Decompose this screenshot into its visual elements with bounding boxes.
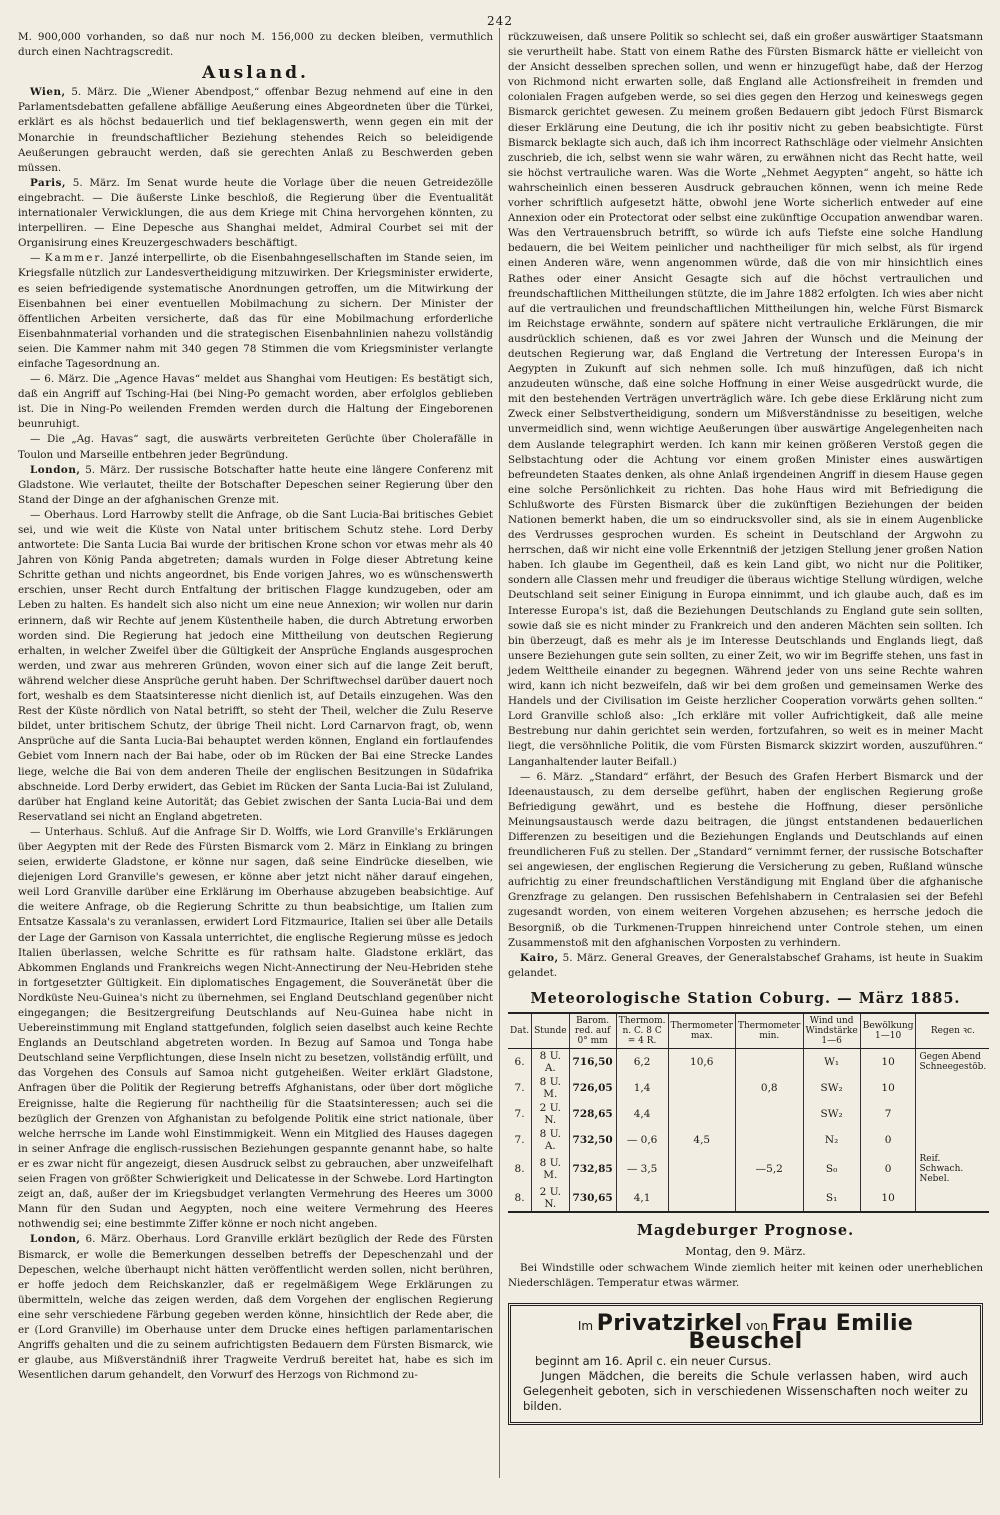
- weather-row: [508, 1049, 989, 1076]
- weather-cell: 8 U. M.: [532, 1075, 569, 1101]
- ad-line-1: beginnt am 16. April c. ein neuer Cursus.: [535, 1354, 772, 1369]
- weather-cell: 2 U. N.: [532, 1101, 569, 1127]
- weather-cell: [668, 1101, 736, 1127]
- weather-cell: [736, 1127, 804, 1153]
- column-divider: [499, 28, 500, 1478]
- weather-cell: [736, 1101, 804, 1127]
- section-title-ausland: Ausland.: [202, 63, 309, 84]
- weather-cell: 7: [860, 1101, 916, 1127]
- weather-cell: Reif. Schwach. Nebel.: [916, 1153, 989, 1185]
- prognose-text: Bei Windstille oder schwachem Winde ziemlich heiter mit keinen oder unerheblichen Niederschlägen. Temperatur etwas wärmer.: [508, 1262, 983, 1290]
- ad-von: von: [745, 1319, 769, 1334]
- weather-cell: S₀: [803, 1153, 860, 1185]
- weather-cell: [916, 1075, 989, 1101]
- weather-cell: 4,4: [616, 1101, 668, 1127]
- weather-cell: [916, 1127, 989, 1153]
- weather-cell: 7.: [514, 1134, 525, 1146]
- ad-line-2: Jungen Mädchen, die bereits die Schule verlassen haben, wird auch Gelegenheit geboten, sich in verschiedenen Wissenschaften noch weiter zu bilden.: [523, 1369, 968, 1414]
- havas-paragraph-1: — 6. März. Die „Agence Havas“ meldet aus Shanghai vom Heutigen: Es bestätigt sich, daß ein Angriff auf Tsching-Hai (bei Ning-Po gemacht worden, aber erfolglos geblieben ist. Die in Ning-Po weilenden Fremden werden durch die Haltung der Eingeborenen beunruhigt.: [18, 373, 493, 431]
- weather-title: Meteorologische Station Coburg. — März 1885.: [530, 989, 961, 1007]
- ad-name: Frau Emilie Beuschel: [688, 1311, 914, 1355]
- kairo-paragraph: [508, 951, 983, 981]
- weather-cell: 6,2: [616, 1049, 668, 1076]
- weather-header-cell: Thermometer max.: [668, 1013, 736, 1049]
- weather-cell: 8 U. A.: [532, 1049, 569, 1076]
- weather-cell: — 0,6: [616, 1127, 668, 1153]
- weather-cell: SW₂: [803, 1075, 860, 1101]
- weather-cell: [668, 1075, 736, 1101]
- paris-paragraph: [18, 176, 493, 251]
- weather-cell: [668, 1185, 736, 1212]
- page-number: 242: [487, 14, 513, 28]
- havas-paragraph-2: — Die „Ag. Havas“ sagt, die auswärts verbreiteten Gerüchte über Cholerafälle in Toulon und Marseille entbehren jeder Begründung.: [18, 433, 493, 461]
- weather-header-cell: Bewölkung 1—10: [860, 1013, 916, 1049]
- kairo-text: 5. März. General Greaves, der Generalstabschef Grahams, ist heute in Suakim gelandet.: [508, 951, 983, 979]
- ad-im: Im: [577, 1319, 594, 1334]
- weather-table: [508, 1012, 989, 1213]
- london-paragraph: [18, 463, 493, 508]
- kammer-paragraph: — Kammer. Janzé interpellirte, ob die Eisenbahngesellschaften im Stande seien, im Kriegsfalle nützlich zur Landesvertheidigung mitzuwirken. Der Kriegsminister erwiderte, es seien befriedigende systematische Anordnungen getroffen, um die Mitwirkung der Eisenbahnen bei einer eventuellen Mobilmachung zu sichern. Der Minister der öffentlichen Arbeiten versicherte, daß das für eine Mobilmachung erforderliche Eisenbahnmaterial vorhanden und die strategischen Eisenbahnlinien nahezu vollständig seien. Die Kammer nahm mit 340 gegen 78 Stimmen die vom Kriegsminister verlangte einfache Tagesordnung an.: [18, 252, 493, 370]
- weather-table-header: [508, 1013, 989, 1049]
- weather-cell: 4,1: [616, 1185, 668, 1212]
- granville-continued: rückzuweisen, daß unsere Politik so schlecht sei, daß ein großer auswärtiger Staatsmann sie verurtheilt habe. Statt von einem Rathe des Fürsten Bismarck hätte er vielleicht von der Ansicht desselben sprechen sollen, und wenn er hinzugefügt habe, daß der Herzog von Richmond nicht erwarten solle, daß England alle Actionsfreiheit in fremden und colonialen Fragen aufgeben werde, so sei dies gegen den Herzog und keineswegs gegen Bismarck gerichtet gewesen. Zu meinem großen Bedauern gibt jedoch Fürst Bismarck dieser Erklärung eine Deutung, die ich ihr positiv nicht zu geben beabsichtigte. Fürst Bismarck beklagte sich auch, daß ich ihm incorrect Rathschläge oder vielmehr Ansichten zuschrieb, die ich, selbst wenn sie wahr wären, zu erwähnen nicht das Recht hatte, weil sie höchst vertrauliche waren. Was die Worte „Nehmet Aegypten“ angeht, so hätte ich wahrscheinlich einen besseren Ausdruck gebrauchen können, wenn ich meine Rede vorher schriftlich aufgesetzt hätte, obwohl jene Worte sicherlich entweder auf eine Annexion oder ein Protectorat oder selbst eine zukünftige Occupation anwendbar waren. Was den Vertrauensbruch betrifft, so würde ich aufs Tiefste eine solche Handlung bedauern, die bei Weitem peinlicher und nachtheiliger für mich selbst, als für irgend einen Anderen wäre, wenn angenommen würde, daß die von mir hinsichtlich eines Rathes oder einer Ansicht Gesagte sich auf die höchst vertraulichen und freundschaftlichen Mittheilungen stützte, die im Jahre 1882 erfolgten. Ich wies aber nicht auf die vertraulichen und freundschaftlichen Mittheilungen hin, welche Fürst Bismarck im Reichstage erwähnte, sondern auf spätere nicht vertrauliche Erklärungen, die mir ausdrücklich schienen, daß es vor zwei Jahren der Wunsch und die Meinung der deutschen Regierung war, daß England die Vertretung der Interessen Europa's in Aegypten in Zukunft auf sich nehmen solle. Ich muß hinzufügen, daß ich nicht anzudeuten wünsche, daß eine solche Hoffnung in einer Weise ausgedrückt wurde, die mit den bestehenden Verträgen unverträglich wäre. Ich gebe diese Erklärung nicht zum Zweck einer Selbstvertheidigung, sondern um Mißverständnisse zu beseitigen, welche unvermeidlich sind, wenn wichtige Aeußerungen über auswärtige Angelegenheiten nach dem Auslande telegraphirt werden. Ich kann mir keinen größeren Verstoß gegen die Selbstachtung oder die Achtung vor einem großen Minister eines auswärtigen befreundeten Staates denken, als ohne Anlaß irgendeinen Angriff in diesem Hause gegen eine solche Persönlichkeit zu richten. Das hohe Haus wird mit Befriedigung die Schlußworte des Fürsten Bismarck über die zukünftigen Beziehungen der beiden Nationen bemerkt haben, die um so eindrucksvoller sind, als sie in einem Augenblicke des Verdrusses gesprochen wurden. Es scheint in Deutschland der Argwohn zu herrschen, daß wir nicht eine volle Erkenntniß der jetzigen Stellung jener großen Nation haben. Ich glaube im Gegentheil, daß es kein Land gibt, wo nicht nur die Politiker, sondern alle Classen mehr und freudiger die überaus wichtige Stellung würdigen, welche Deutschland seit seiner Einigung in Europa einnimmt, und ich glaube auch, daß es im Interesse Europa's ist, daß die Beziehungen Deutschlands zu England gute sein sollten, sowie daß sie es nicht minder zu Frankreich und den anderen Mächten sein sollten. Ich bin überzeugt, daß es mehr als je im Interesse Deutschlands und Englands liegt, daß unsere Beziehungen gute sein sollten, zu einer Zeit, wo wir im Begriffe stehen, uns fast in jedem Welttheile einander zu begegnen. Während jeder von uns seine Rechte wahren wird, kann ich nicht bezweifeln, daß wir bei dem großen und gemeinsamen Werke des Handels und der Civilisation im Geiste herzlicher Cooperation vorwärts gehen sollten.“ Lord Granville schloß also: „Ich erkläre mit voller Aufrichtigkeit, daß alle meine Bestrebung nur dahin gerichtet sein werden, fortzufahren, so weit es in meiner Macht liegt, die versöhnliche Politik, die vom Fürsten Bismarck skizzirt worden, auszuführen.“ Langanhaltender lauter Beifall.): [508, 31, 983, 768]
- weather-header-cell: Wind und Windstärke 1—6: [803, 1013, 860, 1049]
- weather-cell: Gegen Abend Schneegestöb.: [916, 1049, 989, 1076]
- weather-cell: — 3,5: [616, 1153, 668, 1185]
- prognose-date: Montag, den 9. März.: [685, 1245, 806, 1259]
- weather-cell: 732,85: [569, 1153, 616, 1185]
- weather-cell: 0: [860, 1153, 916, 1185]
- weather-cell: 2 U. N.: [532, 1185, 569, 1212]
- weather-table-body: [508, 1049, 989, 1213]
- weather-header-cell: Thermometer min.: [736, 1013, 804, 1049]
- weather-cell: 0: [860, 1127, 916, 1153]
- weather-cell: [916, 1185, 989, 1212]
- weather-cell: 8 U. A.: [532, 1127, 569, 1153]
- wien-text: 5. März. Die „Wiener Abendpost,“ offenbar Bezug nehmend auf eine in den Parlamentsdebatten gefallene abfällige Aeußerung eines Abgeordneten über die Türkei, erklärt es als höchst bedauerlich und tief beklagenswerth, wenn gegen ein mit der Monarchie in freundschaftlicher Beziehung stehendes Reich so beleidigende Aeußerungen gebraucht werden, daß sie gerechten Anlaß zu Beschwerden geben müssen.: [18, 86, 493, 174]
- london2-paragraph: [18, 1232, 493, 1383]
- weather-cell: 7.: [514, 1082, 525, 1094]
- weather-header-cell: Thermom. n. C. 8 C = 4 R.: [616, 1013, 668, 1049]
- weather-header-cell: Dat.: [508, 1013, 532, 1049]
- weather-row: [508, 1185, 989, 1212]
- weather-row: [508, 1127, 989, 1153]
- dateline-paris: Paris,: [30, 176, 67, 189]
- wien-paragraph: [18, 85, 493, 176]
- weather-row: [508, 1153, 989, 1185]
- weather-cell: 7.: [514, 1108, 525, 1120]
- weather-cell: 0,8: [736, 1075, 804, 1101]
- weather-cell: [736, 1049, 804, 1076]
- weather-cell: S₁: [803, 1185, 860, 1212]
- weather-header-cell: Regen ꝛc.: [916, 1013, 989, 1049]
- ad-privatzirkel: Privatzirkel: [596, 1311, 743, 1337]
- dateline-kairo: Kairo,: [520, 951, 559, 964]
- paris-text: 5. März. Im Senat wurde heute die Vorlage über die neuen Getreidezölle eingebracht. — Die äußerste Linke beschloß, die Regierung über die Eventualität internationaler Verwicklungen, die aus dem Kriege mit China hervorgehen könnten, zu interpelliren. — Eine Depesche aus Shanghai meldet, Admiral Courbet sei mit der Organisirung eines Kreuzergeschwaders beschäftigt.: [18, 176, 493, 250]
- weather-cell: —5,2: [736, 1153, 804, 1185]
- weather-header-cell: Stunde: [532, 1013, 569, 1049]
- weather-cell: SW₂: [803, 1101, 860, 1127]
- oberhaus-paragraph: — Oberhaus. Lord Harrowby stellt die Anfrage, ob die Sant Lucia-Bai britisches Gebiet sei, und wie weit die Küste von Natal unter britischem Schutz stehe. Lord Derby antwortete: Die Santa Lucia Bai wurde der britischen Krone schon vor etwas mehr als 40 Jahren von König Panda abgetreten; damals wurden in Folge dieser Abtretung keine Schritte gethan und nichts angeordnet, bis Ende vorigen Jahres, wo es wünschenswerth erschien, unser Recht durch Entfaltung der britischen Flagge kundzugeben, oder am Leben zu halten. Es handelt sich also nicht um eine neue Annexion; wir wollen nur darin erinnern, daß wir Rechte auf jenem Küstentheile haben, die durch Abtretung erworben worden sind. Die Regierung hat jedoch eine Mittheilung von deutschen Regierung erhalten, in welcher Zweifel über die Gültigkeit der Ansprüche Englands ausgesprochen werden, und zwar aus mehreren Gründen, wovon einer sich auf die lange Zeit beruft, während welcher diese Ansprüche geruht haben. Der Schriftwechsel darüber dauert noch fort, weshalb es dem Staatsinteresse nicht dienlich ist, auf Details einzugehen. Was den Rest der Küste nördlich von Natal betrifft, so steht der Theil, welcher die Zulu Reserve bildet, unter britischem Schutz, der übrige Theil nicht. Lord Carnarvon fragt, ob, wenn Ansprüche auf die Santa Lucia-Bai behauptet werden können, England ein fortlaufendes Gebiet vom Innern nach der Bai habe, oder ob im Rücken der Bai eine Strecke Landes liege, welche die Bai von dem anderen Theile der englischen Besitzungen in Südafrika abschneide. Lord Derby erwidert, das Gebiet im Rücken der Santa Lucia-Bai ist Zululand, darüber hat England keine Autorität; das Gebiet zwischen der Santa Lucia-Bai und dem Reservatland sei nicht an England abgetreten.: [18, 508, 493, 823]
- weather-row: [508, 1101, 989, 1127]
- weather-cell: 6.: [514, 1056, 525, 1068]
- weather-cell: 726,05: [569, 1075, 616, 1101]
- advertisement-box: [508, 1303, 983, 1425]
- weather-cell: 730,65: [569, 1185, 616, 1212]
- weather-header-cell: Barom. red. auf 0° mm: [569, 1013, 616, 1049]
- weather-cell: 1,4: [616, 1075, 668, 1101]
- left-column: [18, 30, 493, 1383]
- standard-paragraph: — 6. März. „Standard“ erfährt, der Besuch des Grafen Herbert Bismarck und der Ideenaustausch, zu dem derselbe geführt, haben der englischen Regierung große Befriedigung gewährt, und es bestehe die Hoffnung, dieser persönliche Meinungsaustausch werde dazu beitragen, die jüngst entstandenen bedauerlichen Differenzen zu beseitigen und die Beziehungen Englands und Deutschlands auf einen freundlicheren Fuß zu stellen. Der „Standard“ vernimmt ferner, der russische Botschafter sei angewiesen, der englischen Regierung die Versicherung zu geben, Rußland wünsche aufrichtig zu einer freundschaftlichen Verständigung mit England über die afghanische Grenzfrage zu gelangen. Den russischen Befehlshabern in Centralasien sei der Befehl zugesandt worden, von einem weiteren Vorgehen abzusehen; es herrsche jedoch die Besorgniß, ob die Turkmenen-Truppen hinreichend unter Controle stehen, um einen Zusammenstoß mit den afghanischen Vorposten zu verhindern.: [508, 770, 983, 949]
- weather-cell: 10: [860, 1185, 916, 1212]
- right-column: [508, 30, 987, 1425]
- unterhaus-paragraph: — Unterhaus. Schluß. Auf die Anfrage Sir D. Wolffs, wie Lord Granville's Erklärungen über Aegypten mit der Rede des Fürsten Bismarck vom 2. März in Einklang zu bringen seien, erwiderte Gladstone, er könne nur sagen, daß seine Eindrücke dieselben, wie diejenigen Lord Granville's gewesen, er könne aber jetzt nicht näher darauf eingehen, weil Lord Granville darüber eine Erklärung im Oberhause abzugeben beabsichtige. Auf die weitere Anfrage, ob die Regierung Schritte zu thun beabsichtige, um Italien zum Entsatze Kassala's zu veranlassen, erwidert Lord Fitzmaurice, Italien sei über alle Details der Lage der Garnison von Kassala unterrichtet, die englische Regierung müsse es jedoch Italien überlassen, welche Schritte es für rathsam halte. Gladstone erklärt, das Abkommen Englands und Frankreichs wegen Nicht-Annectirung der Neu-Hebriden stehe in fortgesetzter Gültigkeit. Ein diplomatisches Engagement, die Souveränetät über die Nordküste Neu-Guinea's nicht zu übernehmen, sei England Deutschland gegenüber nicht eingegangen; die Besitzergreifung Deutschlands auf Neu-Guinea habe nicht in Uebereinstimmung mit England stattgefunden, folglich seien daselbst auch keine Rechte Englands an Deutschland abgetreten worden. In Bezug auf Samoa und Tonga habe Deutschland seine Verpflichtungen, diese Inseln nicht zu besetzen, vollständig erfüllt, und das Vorgehen des Consuls auf Samoa nicht gutgeheißen. Weiter erklärt Gladstone, Anfragen über die Politik der Regierung betreffs Afghanistans, oder über dort mögliche Ereignisse, halte die Regierung für nachtheilig für die Staatsinteressen; auch sei die bezüglich der Grenzen von Afghanistan zu befolgende Politik eine strict nationale, über welche herrsche im Lande wohl Einstimmigkeit. Wenn ein Mitglied des Hauses dagegen in seiner Anfrage die englisch-russischen Beziehungen gespannte genannt habe, so halte er es zwar nicht für angezeigt, diesen Ausdruck selbst zu gebrauchen, aber unzweifelhaft seien Fragen von größter Schwierigkeit und Delicatesse in der Schwebe. Lord Hartington zeigt an, daß, außer der im Kriegsbudget verlangten Vermehrung des Heeres um 3000 Mann für den Sudan und Aegypten, noch eine weitere Vermehrung des Heeres nothwendig sei; eine bestimmte Ziffer könne er noch nicht angeben.: [18, 825, 493, 1231]
- weather-cell: 10: [860, 1075, 916, 1101]
- ad-heading: [523, 1311, 968, 1355]
- weather-cell: 10,6: [668, 1049, 736, 1076]
- weather-cell: 4,5: [668, 1127, 736, 1153]
- weather-cell: [916, 1101, 989, 1127]
- intro-paragraph: M. 900,000 vorhanden, so daß nur noch M. 156,000 zu decken bleiben, vermuthlich durch einen Nachtragscredit.: [18, 31, 493, 59]
- weather-row: [508, 1075, 989, 1101]
- dateline-london-2: London,: [30, 1233, 81, 1246]
- weather-cell: 10: [860, 1049, 916, 1076]
- prognose-title: Magdeburger Prognose.: [636, 1222, 855, 1239]
- weather-cell: [736, 1185, 804, 1212]
- dateline-wien: Wien,: [30, 86, 66, 99]
- kammer-label: Kammer.: [44, 252, 106, 265]
- weather-cell: 728,65: [569, 1101, 616, 1127]
- weather-cell: W₁: [803, 1049, 860, 1076]
- weather-cell: [668, 1153, 736, 1185]
- london-text: 5. März. Der russische Botschafter hatte heute eine längere Conferenz mit Gladstone. Wie verlautet, theilte der Botschafter Depeschen seiner Regierung über den Stand der Dinge an der afghanischen Grenze mit.: [18, 463, 493, 506]
- weather-cell: 8 U. M.: [532, 1153, 569, 1185]
- weather-cell: 8.: [514, 1192, 525, 1204]
- weather-cell: N₂: [803, 1127, 860, 1153]
- weather-cell: 8.: [514, 1163, 525, 1175]
- kammer-text: Janzé interpellirte, ob die Eisenbahngesellschaften im Stande seien, im Kriegsfalle nützlich zur Landesvertheidigung mitzuwirken. Der Kriegsminister erwiderte, es seien befriedigende systematische Anordnungen getroffen, um die Mitwirkung der Eisenbahnen bei einer eventuellen Mobilmachung zu sichern. Der Minister der öffentlichen Arbeiten versicherte, daß das für eine Mobilmachung erforderliche Eisenbahnmaterial vorhanden und die strategischen Eisenbahnlinien nahezu vollständig seien. Die Kammer nahm mit 340 gegen 78 Stimmen die vom Kriegsminister verlangte einfache Tagesordnung an.: [18, 252, 493, 370]
- weather-cell: 732,50: [569, 1127, 616, 1153]
- dateline-london: London,: [30, 463, 81, 476]
- london2-text: 6. März. Oberhaus. Lord Granville erklärt bezüglich der Rede des Fürsten Bismarck, er wolle die Bemerkungen desselben betreffs der Depeschenzahl und der Depeschen, welche überhaupt nicht hätten veröffentlicht werden sollen, nicht berühren, er hoffe jedoch dem Reichskanzler, daß er regelmäßigem Wege Erklärungen zu übermitteln, welche das zeigen werden, daß dem Vorgehen der englischen Regierung eine sehr verschiedene Färbung gegeben werden könne, hinsichtlich der Rede aber, die er (Lord Granville) im Oberhause unter dem Drucke eines heftigen parlamentarischen Angriffs gehalten und die zu seinem aufrichtigsten Bedauern dem Fürsten Bismarck, wie er glaube, aus Mißverständniß ihrer Tragweite Verdruß bereitet hat, habe es sich im Wesentlichen darum gehandelt, den Vorwurf des Herzogs von Richmond zu-: [18, 1233, 493, 1382]
- weather-cell: 716,50: [569, 1049, 616, 1076]
